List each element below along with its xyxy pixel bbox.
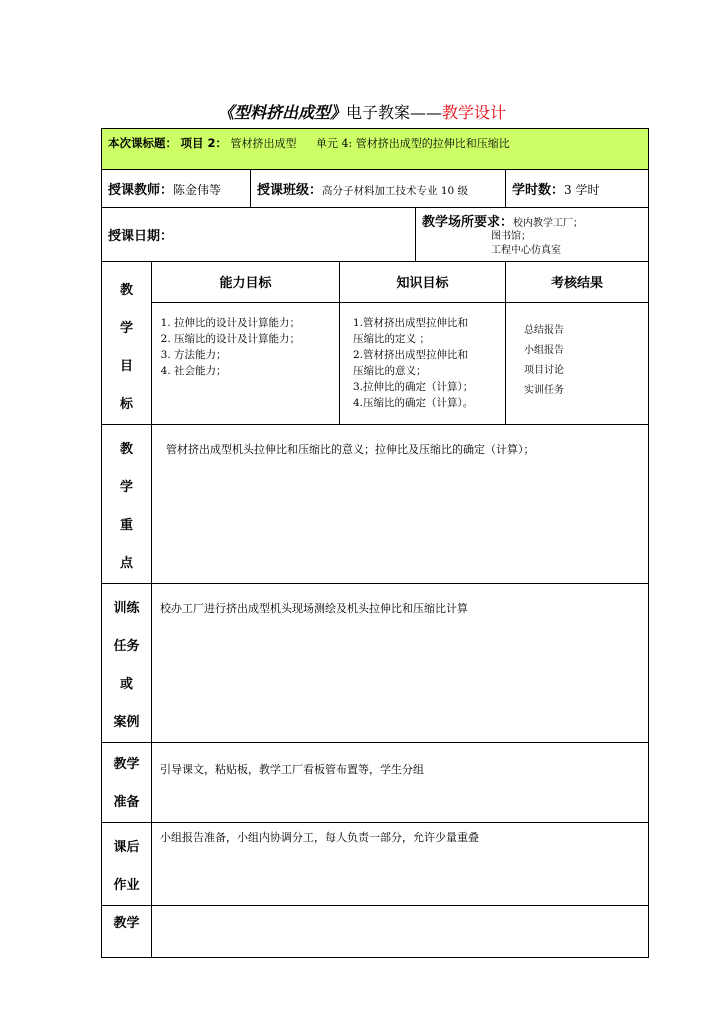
- knowledge-line: 压缩比的定义 ；: [353, 332, 430, 345]
- knowledge-cell: [340, 302, 506, 424]
- hours-cell: [506, 170, 649, 208]
- date-place-row: [102, 208, 649, 262]
- topic-project-name: 管材挤出成型: [230, 137, 297, 150]
- ability-list: [152, 315, 339, 379]
- hours-value: 3 学时: [564, 183, 600, 197]
- topic-project: 项目 2：: [180, 136, 228, 150]
- place-item-3: 工程中心仿真室: [491, 245, 561, 256]
- side-char: 或: [119, 677, 133, 692]
- info-row: [102, 170, 649, 208]
- side-char: 教: [119, 283, 133, 298]
- assessment-item: 实训任务: [524, 384, 564, 396]
- homework-row: [102, 823, 649, 906]
- date-label: 授课日期：: [108, 229, 174, 244]
- side-char: 课后: [113, 840, 140, 855]
- side-char: 学: [119, 480, 133, 495]
- title-book-name: 《型料挤出成型》: [217, 103, 346, 122]
- title-middle: 电子教案——: [345, 103, 442, 122]
- teaching-side-label: [102, 906, 152, 958]
- side-char: 任务: [113, 639, 140, 654]
- assessment-item: 小组报告: [524, 344, 564, 356]
- preparation-content: 引导课文，粘贴板，教学工厂看板管布置等，学生分组: [152, 743, 649, 823]
- objectives-content-row: [102, 302, 649, 424]
- preparation-side-label: [102, 743, 152, 823]
- knowledge-line: 4.压缩比的确定（计算）。: [353, 396, 474, 409]
- assessment-item: 总结报告: [524, 324, 564, 336]
- topic-row: [102, 129, 649, 170]
- place-item-1: 校内教学工厂；: [513, 218, 584, 229]
- side-char: 教: [119, 442, 133, 457]
- hours-label: 学时数：: [512, 183, 565, 198]
- title-highlight: 教学设计: [442, 103, 507, 122]
- objectives-side-label: [102, 262, 152, 425]
- teaching-content: [152, 906, 649, 958]
- class-value: 高分子材料加工技术专业 10 级: [322, 185, 469, 197]
- knowledge-line: 压缩比的意义；: [353, 364, 427, 377]
- place-cell: [416, 208, 649, 262]
- side-char: 教学: [113, 916, 140, 931]
- side-char: 学: [119, 321, 133, 336]
- side-char: 标: [119, 397, 133, 412]
- training-side-label: [102, 584, 152, 743]
- side-char: 作业: [113, 878, 140, 893]
- side-char: 教学: [113, 757, 140, 772]
- ability-item: 4. 社会能力；: [174, 363, 339, 379]
- side-char: 重: [119, 518, 133, 533]
- side-char: 训练: [113, 601, 140, 616]
- training-row: [102, 584, 649, 743]
- place-label: 教学场所要求：: [422, 215, 514, 230]
- assessment-item: 项目讨论: [524, 364, 564, 376]
- class-cell: [251, 170, 506, 208]
- homework-content: 小组报告准备，小组内协调分工，每人负责一部分，允许少量重叠: [152, 823, 649, 906]
- side-char: 点: [119, 556, 133, 571]
- teacher-value: 陈金伟等: [173, 183, 222, 197]
- assessment-cell: [506, 302, 649, 424]
- place-item-2: 图书馆；: [491, 231, 531, 242]
- topic-unit: 单元 4: 管材挤出成型的拉伸比和压缩比: [316, 137, 510, 150]
- training-content: 校办工厂进行挤出成型机头现场测绘及机头拉伸比和压缩比计算: [152, 584, 649, 743]
- homework-side-label: [102, 823, 152, 906]
- topic-label: 本次课标题：: [108, 136, 177, 150]
- document-title: [0, 103, 724, 123]
- knowledge-header: 知识目标: [340, 262, 506, 303]
- objectives-header-row: [102, 262, 649, 303]
- knowledge-line: 1.管材挤出成型拉伸比和: [353, 316, 469, 329]
- class-label: 授课班级：: [257, 183, 323, 198]
- key-points-row: [102, 425, 649, 584]
- teacher-label: 授课教师：: [108, 183, 174, 198]
- side-char: 目: [119, 359, 133, 374]
- preparation-row: [102, 743, 649, 823]
- key-points-side-label: [102, 425, 152, 584]
- knowledge-line: 3.拉伸比的确定（计算）；: [353, 380, 474, 393]
- ability-item: 1. 拉伸比的设计及计算能力；: [174, 315, 339, 331]
- side-char: 准备: [113, 795, 140, 810]
- knowledge-line: 2.管材挤出成型拉伸比和: [353, 348, 469, 361]
- ability-item: 2. 压缩比的设计及计算能力；: [174, 331, 339, 347]
- topic-cell: [102, 129, 649, 170]
- ability-item: 3. 方法能力；: [174, 347, 339, 363]
- date-cell: [102, 208, 416, 262]
- ability-cell: [152, 302, 340, 424]
- assessment-header: 考核结果: [506, 262, 649, 303]
- teacher-cell: [102, 170, 251, 208]
- key-points-content: 管材挤出成型机头拉伸比和压缩比的意义；拉伸比及压缩比的确定（计算）；: [152, 425, 649, 584]
- side-char: 案例: [113, 715, 140, 730]
- ability-header: 能力目标: [152, 262, 340, 303]
- teaching-row: [102, 906, 649, 958]
- lesson-plan-table: [101, 128, 649, 958]
